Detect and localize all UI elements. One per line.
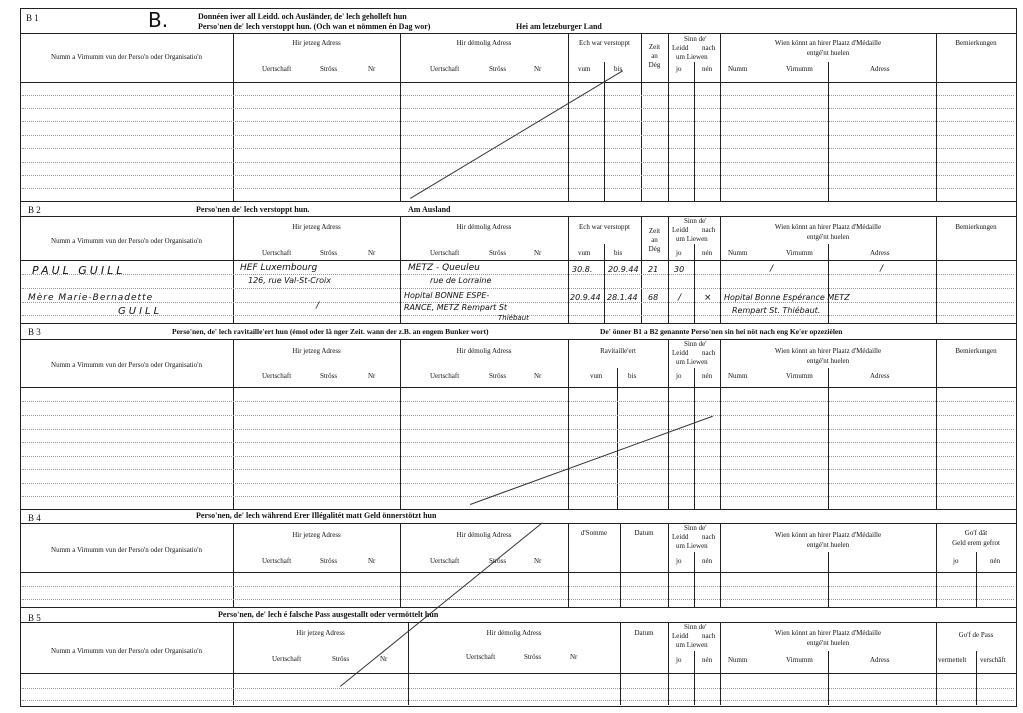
b3-bemierk: Bemierkungen (955, 347, 997, 355)
row2-old-addr3: Thiébaut (498, 314, 529, 322)
b2-medaille1: Wien könnt an hirer Plaatz d'Médaille (774, 223, 882, 231)
b4-old-uertschaft: Uertschaft (430, 557, 460, 565)
b1-deg: Dég (648, 61, 661, 69)
b3-medaille2: entgé'nt huelen (806, 357, 850, 365)
b3-title: Perso'nen, de' lech ravitaille'ert hun (émol oder lä nger Zeit. wann der z.B. an engem Bunker wort) (172, 327, 489, 336)
b4-gof2: Geld erem gefrot (952, 539, 1000, 547)
b3-numm: Numm (728, 372, 748, 380)
b1-title-line2: Perso'nen de' lech verstoppt hun. (Och wan et nömmen én Dag wor) (198, 22, 431, 31)
b2-old-uertschaft: Uertschaft (430, 249, 460, 257)
b1-nach: nach (702, 44, 716, 52)
b1-title-land: Hei am letzeburger Land (516, 22, 602, 31)
row1-med-numm: / (770, 264, 774, 274)
section-b2-label: B 2 (28, 205, 41, 215)
b3-leidd: Leidd (672, 349, 689, 357)
b5-old-addr-header: Hir démolig Adress (486, 629, 542, 637)
b1-uertschaft: Uertschaft (262, 65, 292, 73)
row2-bis: 28.1.44 (607, 293, 638, 302)
b1-cur-addr-header: Hir jetzeg Adress (292, 39, 341, 47)
b4-datum: Datum (634, 529, 654, 537)
b2-virnumm: Virnumm (786, 249, 813, 257)
b3-stross: Ströss (320, 372, 338, 380)
b4-gof-nen: nén (990, 557, 1001, 565)
b4-nach: nach (702, 533, 716, 541)
row2-old-addr1: Hopital BONNE ESPE- (404, 291, 490, 300)
section-b1-label: B 1 (26, 13, 39, 23)
section-b4-label: B 4 (28, 513, 41, 523)
b5-verschaft: verschâft (980, 656, 1006, 664)
b5-leidd: Leidd (672, 632, 689, 640)
b4-leidd: Leidd (672, 533, 689, 541)
b5-uertschaft: Uertschaft (272, 655, 302, 663)
b3-uertschaft: Uertschaft (262, 372, 292, 380)
b1-adress: Adress (870, 65, 890, 73)
b2-bis: bis (614, 249, 623, 257)
b4-somme: d'Somme (580, 529, 608, 537)
b4-uertschaft: Uertschaft (262, 557, 292, 565)
b5-adress: Adress (870, 656, 890, 664)
b2-um-liewen: um Liewen (676, 235, 708, 243)
b5-medaille2: entgé'nt huelen (806, 639, 850, 647)
b4-gof1: Go'f dât (964, 529, 988, 537)
b2-stross: Ströss (320, 249, 338, 257)
b4-medaille1: Wien könnt an hirer Plaatz d'Médaille (774, 531, 882, 539)
row2-deg: 68 (648, 293, 659, 302)
b2-old-addr-header: Hir démolig Adress (456, 223, 512, 231)
row2-old-addr2: RANCE, METZ Rempart St (404, 303, 508, 312)
b1-old-nr: Nr (534, 65, 542, 73)
b1-sinn: Sinn de' (684, 35, 707, 43)
b5-nach: nach (702, 632, 716, 640)
b3-nen: nén (702, 372, 713, 380)
b2-zeit: Zeit (648, 227, 661, 235)
b1-old-addr-header: Hir démolig Adress (456, 39, 512, 47)
b5-numm: Numm (728, 656, 748, 664)
b2-uertschaft: Uertschaft (262, 249, 292, 257)
row1-name: PAUL GUILL (32, 264, 126, 277)
b5-nen: nén (702, 656, 713, 664)
b2-leidd: Leidd (672, 226, 689, 234)
section-b3-label: B 3 (28, 327, 41, 337)
b2-title-ausland: Am Ausland (408, 205, 451, 214)
b4-nen: nén (702, 557, 713, 565)
b1-nr: Nr (368, 65, 376, 73)
b5-title: Perso'nen, de' lech é falsche Pass ausgestallt oder vermöttelt hun (218, 610, 439, 619)
row2-name2: GUILL (118, 306, 163, 317)
b3-cur-addr-header: Hir jetzeg Adress (292, 347, 341, 355)
b4-sinn: Sinn de' (684, 524, 707, 532)
b1-an: an (651, 52, 658, 60)
b5-old-uertschaft: Uertschaft (466, 653, 496, 661)
b5-old-stross: Ströss (524, 653, 542, 661)
b5-medaille1: Wien könnt an hirer Plaatz d'Médaille (774, 629, 882, 637)
b3-ravit-header: Ravitaille'ert (600, 347, 636, 355)
b4-stross: Ströss (320, 557, 338, 565)
b1-virnumm: Virnumm (786, 65, 813, 73)
b3-virnumm: Virnumm (786, 372, 813, 380)
b2-cur-addr-header: Hir jetzeg Adress (292, 223, 341, 231)
b1-old-stross: Ströss (489, 65, 507, 73)
b4-medaille2: entgé'nt huelen (806, 541, 850, 549)
b2-an: an (651, 236, 658, 244)
b2-adress: Adress (870, 249, 890, 257)
b1-numm: Numm (728, 65, 748, 73)
b3-vum: vum (590, 372, 603, 380)
row1-cur-addr2: 126, rue Val-St-Croix (248, 276, 331, 285)
section-b5-label: B 5 (28, 613, 41, 623)
b1-old-uertschaft: Uertschaft (430, 65, 460, 73)
b3-old-addr-header: Hir démolig Adress (456, 347, 512, 355)
b2-title: Perso'nen de' lech verstoppt hun. (196, 205, 310, 214)
b1-um-liewen: um Liewen (676, 53, 708, 61)
b2-jo: jo (676, 249, 682, 257)
b5-old-nr: Nr (570, 653, 578, 661)
row1-jo: 30 (674, 265, 685, 274)
b3-old-stross: Ströss (489, 372, 507, 380)
row2-vum: 20.9.44 (570, 293, 601, 302)
b1-medaille2: entgé'nt huelen (806, 49, 850, 57)
b3-jo: jo (676, 372, 682, 380)
b4-old-nr: Nr (534, 557, 542, 565)
b4-title: Perso'nen, de' lech während Erer Illégalitét matt Geld önnerstötzt hun (196, 511, 437, 520)
b5-jo: jo (676, 656, 682, 664)
b5-sinn: Sinn de' (684, 623, 707, 631)
b3-sinn: Sinn de' (684, 340, 707, 348)
b5-um-liewen: um Liewen (676, 641, 708, 649)
row2-medaille2: Rempart St. Thiébaut. (732, 306, 821, 315)
b2-old-nr: Nr (534, 249, 542, 257)
b1-medaille1: Wien könnt an hirer Plaatz d'Médaille (774, 39, 882, 47)
b1-leidd: Leidd (672, 44, 689, 52)
row2-nen: × (704, 293, 712, 303)
b1-zeit: Zeit (648, 43, 661, 51)
row1-vum: 30.8. (572, 265, 593, 274)
b2-deg: Dég (648, 245, 661, 253)
b2-nach: nach (702, 226, 716, 234)
b1-title-line1: Donnéen iwer all Leidd. och Ausländer, de' lech geholleft hun (198, 12, 407, 21)
row1-bis: 20.9.44 (608, 265, 639, 274)
section-letter: B. (148, 8, 169, 32)
b3-adress: Adress (870, 372, 890, 380)
row2-jo: / (678, 293, 682, 303)
b2-numm: Numm (728, 249, 748, 257)
b3-title-note: De' önner B1 a B2 genannte Perso'nen sin hei nöt nach eng Ke'er opzezièlen (600, 327, 843, 336)
b2-old-stross: Ströss (489, 249, 507, 257)
b3-old-uertschaft: Uertschaft (430, 372, 460, 380)
b1-name-header: Numm a Virnumm vun der Perso'n oder Organisatio'n (51, 53, 202, 61)
b5-virnumm: Virnumm (786, 656, 813, 664)
b1-verstoppt-header: Ech war verstoppt (579, 39, 630, 47)
b4-old-stross: Ströss (489, 557, 507, 565)
b1-bemierk: Bemierkungen (955, 39, 997, 47)
b3-um-liewen: um Liewen (676, 358, 708, 366)
row1-old-addr1: METZ - Queuleu (408, 263, 480, 273)
b1-nen: nén (702, 65, 713, 73)
row2-cur-addr: / (316, 301, 320, 311)
b2-sinn: Sinn de' (684, 217, 707, 225)
row2-medaille1: Hopital Bonne Espérance METZ (724, 293, 850, 302)
b5-stross: Ströss (332, 655, 350, 663)
b5-gof: Go'f de Pass (958, 631, 994, 639)
b4-jo: jo (676, 557, 682, 565)
b1-bis: bis (614, 65, 623, 73)
b4-old-addr-header: Hir démolig Adress (456, 531, 512, 539)
b3-name-header: Numm a Virnumm vun der Perso'n oder Organisatio'n (51, 361, 202, 369)
b1-vum: vum (578, 65, 591, 73)
b1-jo: jo (676, 65, 682, 73)
row1-med-adress: / (880, 264, 884, 274)
b4-name-header: Numm a Virnumm vun der Perso'n oder Organisatio'n (51, 546, 202, 554)
b2-name-header: Numm a Virnumm vun der Perso'n oder Organisatio'n (51, 237, 202, 245)
b1-stross: Ströss (320, 65, 338, 73)
b4-um-liewen: um Liewen (676, 542, 708, 550)
b4-cur-addr-header: Hir jetzeg Adress (292, 531, 341, 539)
b4-gof-jo: jo (953, 557, 959, 565)
b3-nach: nach (702, 349, 716, 357)
b3-medaille1: Wien könnt an hirer Plaatz d'Médaille (774, 347, 882, 355)
row1-old-addr2: rue de Lorraine (430, 276, 492, 285)
row1-deg: 21 (648, 265, 659, 274)
b5-cur-addr-header: Hir jetzeg Adress (296, 629, 345, 637)
b3-old-nr: Nr (534, 372, 542, 380)
b2-medaille2: entgé'nt huelen (806, 233, 850, 241)
row2-name: Mère Marie-Bernadette (28, 293, 154, 303)
b4-nr: Nr (368, 557, 376, 565)
b5-nr: Nr (380, 655, 388, 663)
b5-datum: Datum (634, 629, 654, 637)
row1-cur-addr1: HEF Luxembourg (240, 263, 318, 273)
b5-vermettelt: vermettelt (938, 656, 967, 664)
b2-nen: nén (702, 249, 713, 257)
b2-verstoppt-header: Ech war verstoppt (579, 223, 630, 231)
b3-nr: Nr (368, 372, 376, 380)
b3-bis: bis (628, 372, 637, 380)
b2-bemierk: Bemierkungen (955, 223, 997, 231)
b2-vum: vum (578, 249, 591, 257)
b5-name-header: Numm a Virnumm vun der Perso'n oder Organisatio'n (51, 647, 202, 655)
b2-nr: Nr (368, 249, 376, 257)
